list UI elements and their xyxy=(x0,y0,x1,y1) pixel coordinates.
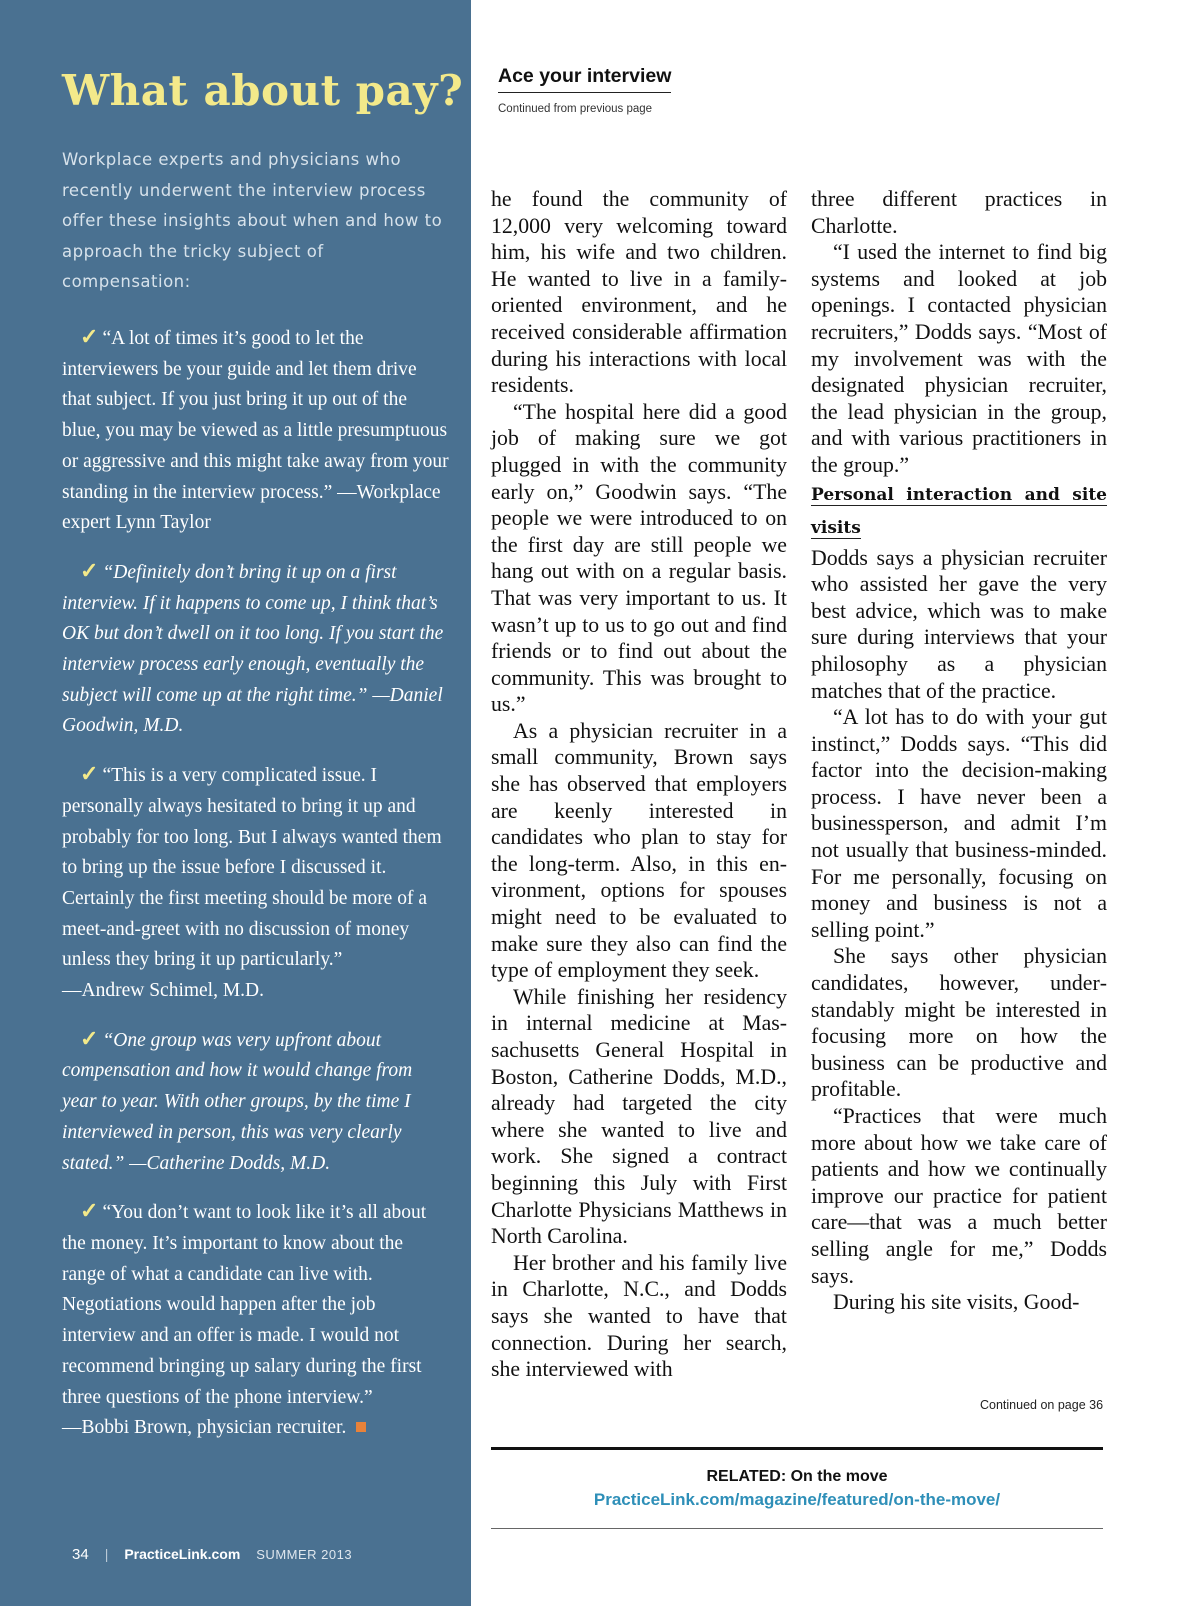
tip-item xyxy=(62,759,450,1007)
page-number: 34 xyxy=(72,1546,89,1563)
checkmark-icon: ✓ xyxy=(80,557,99,583)
article-column-2 xyxy=(811,186,1107,1316)
tip-item xyxy=(62,556,450,742)
sidebar-panel xyxy=(0,0,471,1606)
tip-item xyxy=(62,1024,450,1180)
continued-from-note: Continued from previous page xyxy=(498,103,653,115)
paragraph: While finishing her residency in internal medicine at Massachusetts General Hospital in Boston, Catherine Dodds, M.D., already had targeted the city where she wanted to live and work. She signed a contract beginning this July with First Charlotte Physicians Matthews in North Carolina. xyxy=(491,984,787,1249)
footer-site-link[interactable]: PracticeLink.com xyxy=(124,1546,241,1562)
article-column-1 xyxy=(491,186,787,1383)
article-title: Ace your interview xyxy=(498,65,671,93)
paragraph: As a physician recruiter in a small community, Brown says she has observed that employers are keenly interested in candidates who plan to stay for the long-term. Also, in this environment, options for spouses might need to be evaluated to make sure they also can find the type of employment they seek. xyxy=(491,718,787,983)
related-link[interactable]: PracticeLink.com/magazine/featured/on-the-move/ xyxy=(593,1490,1001,1509)
paragraph: Her brother and his family live in Charlotte, N.C., and Dodds says she wanted to have that connection. During her search, she interviewed with xyxy=(491,1250,787,1382)
paragraph: She says other physician candidates, however, understandably might be interested in focusing more on how the business can be productive and profitable. xyxy=(811,944,1107,1102)
related-label: RELATED: On the move xyxy=(706,1468,888,1485)
tip-item xyxy=(62,322,450,539)
checkmark-icon: ✓ xyxy=(80,1198,99,1224)
paragraph: “The hospital here did a good job of making sure we got plugged in with the community early on,” Goodwin says. “The people we were introduced to on the first day are still people we hang out with on a regular basis. That was very important to us. It wasn’t up to us to go out and find friends or to find out about the community. This was brought to us.” xyxy=(491,399,787,717)
page-footer xyxy=(72,1546,352,1563)
related-box xyxy=(491,1447,1103,1529)
footer-issue: SUMMER 2013 xyxy=(256,1547,353,1562)
tip-attribution: —Andrew Schimel, M.D. xyxy=(62,980,265,1002)
paragraph: “Practices that were much more about how we take care of patients and how we continually improve our practice for patient care—that was a much better selling angle for me,” Dodds says. xyxy=(811,1104,1107,1288)
end-mark-icon xyxy=(356,1422,366,1432)
tip-attribution: —Bobbi Brown, physician recruiter. xyxy=(62,1417,347,1439)
sidebar-intro: Workplace experts and physicians who recently underwent the interview process offer these insights about when and how to approach the tricky subject of compensation: xyxy=(62,150,443,291)
checkmark-icon: ✓ xyxy=(80,324,99,349)
paragraph: During his site visits, Good- xyxy=(833,1290,1080,1315)
subhead-text: Personal interaction and site visits xyxy=(811,484,1107,538)
checkmark-icon: ✓ xyxy=(80,761,99,787)
tip-text: “This is a very complicated issue. I personally always hesitated to bring it up and probably for too long. But I always wanted them to bring up the issue before I discussed it. Certainly the first meeting should be more of a meet-and-greet with no discussion of money unless they bring it up particularly.” xyxy=(62,765,442,971)
tip-text: “A lot of times it’s good to let the interviewers be your guide and let them drive that subject. If you just bring it up out of the blue, you may be viewed as a little presumptuous or aggressive and this might take away from your standing in the interview process.” —Workplace expert Lynn Taylor xyxy=(62,328,449,534)
continued-on-note: Continued on page 36 xyxy=(980,1398,1104,1412)
checkmark-icon: ✓ xyxy=(80,1025,99,1051)
tip-text: “You don’t want to look like it’s all about the money. It’s important to know about the range of what a candidate can live with. Negotiations would happen after the job interview and an offer is made. I would not recommend bringing up salary during the first three questions of the phone interview.” xyxy=(62,1202,427,1408)
tip-item xyxy=(62,1196,450,1444)
paragraph: “I used the internet to find big systems and looked at job openings. I contacted physician recruiters,” Dodds says. “Most of my involvement was with the designated physician recruiter, the lead physician in the group, and with various practitioners in the group.” xyxy=(811,240,1107,477)
paragraph: three different practices in Charlotte. xyxy=(811,187,1107,238)
tip-text: “Definitely don’t bring it up on a first interview. If it happens to come up, I think that’s OK but don’t dwell on it too long. If you start the interview process early enough, eventually the subject will come up at the right time.” —Daniel Goodwin, M.D. xyxy=(62,561,444,737)
tip-text: “One group was very upfront about compensation and how it would change from year to year. With other groups, by the time I interviewed in person, this was very clearly stated.” —Catherine Dodds, M.D. xyxy=(62,1029,413,1174)
sidebar-title: What about pay? xyxy=(62,66,464,115)
paragraph: Dodds says a physician recruiter who assisted her gave the very best advice, which was to make sure during interviews that your philosophy as a physician matches that of the practice. xyxy=(811,545,1107,703)
section-subhead xyxy=(811,479,1107,545)
footer-separator: | xyxy=(104,1546,109,1562)
paragraph: “A lot has to do with your gut instinct,” Dodds says. “This did factor into the decision-making process. I have never been a businessperson, and admit I’m not usually that business-minded. For me personally, focusing on money and business is not a selling point.” xyxy=(811,705,1107,942)
paragraph: he found the community of 12,000 very welcoming toward him, his wife and two children. He wanted to live in a family-oriented environment, and he received considerable affirmation during his interactions with local residents. xyxy=(491,187,787,398)
tips-list xyxy=(62,322,450,1461)
article-header xyxy=(498,65,671,115)
